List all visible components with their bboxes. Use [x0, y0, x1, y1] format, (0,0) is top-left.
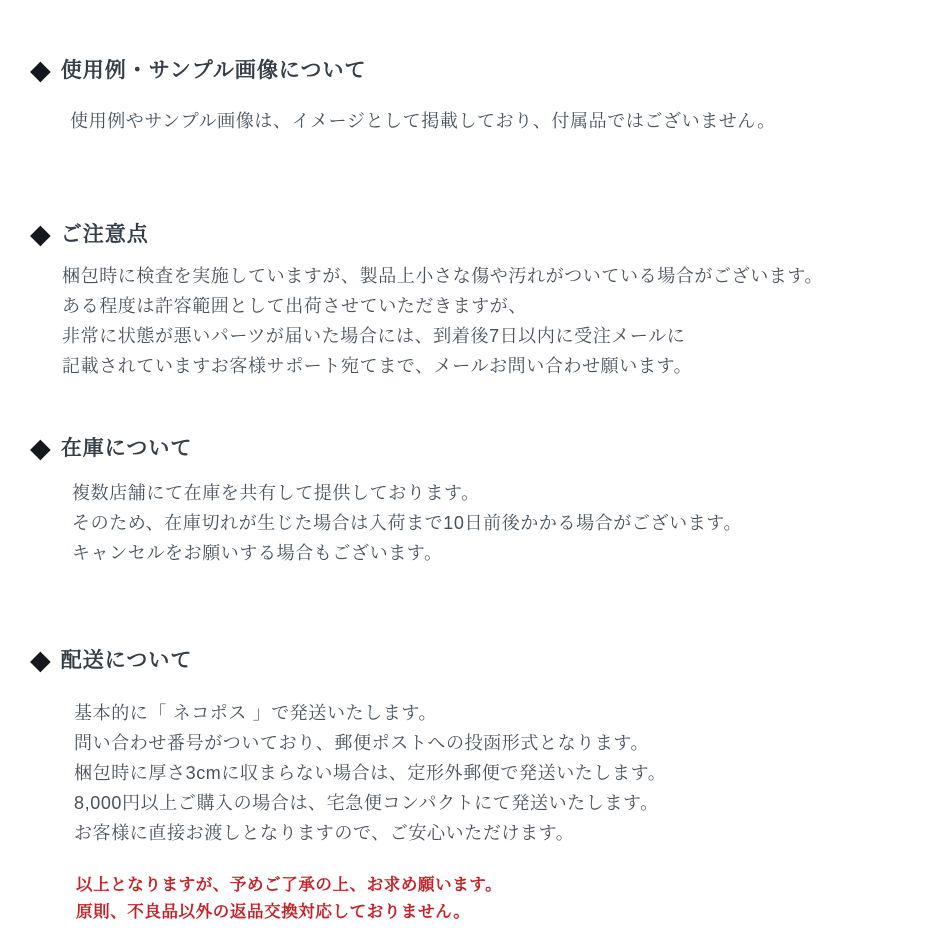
section-heading — [30, 56, 940, 86]
section-body-line: 問い合わせ番号がついており、郵便ポストへの投函形式となります。 — [74, 733, 650, 753]
section-heading — [30, 646, 940, 676]
section-body — [30, 698, 940, 848]
section-body-line: そのため、在庫切れが生じた場合は入荷まで10日前後かかる場合がございます。 — [72, 513, 743, 533]
diamond-bullet-icon: ◆ — [30, 218, 51, 249]
section-body-line: キャンセルをお願いする場合もございます。 — [72, 543, 443, 563]
section-heading — [30, 434, 940, 464]
section-body-line: 基本的に「 ネコポス 」で発送いたします。 — [74, 703, 438, 723]
section-body-line: 複数店舗にて在庫を共有して提供しております。 — [72, 483, 480, 503]
section-body-line: 梱包時に検査を実施していますが、製品上小さな傷や汚れがついている場合がございます。 — [62, 266, 824, 286]
section-title: ご注意点 — [60, 223, 149, 246]
footer-notes — [76, 872, 502, 926]
section-heading — [30, 220, 940, 250]
section-title: 配送について — [60, 649, 193, 672]
footer-note-line: 以上となりますが、予めご了承の上、お求め願います。 — [76, 876, 503, 894]
diamond-bullet-icon: ◆ — [30, 644, 51, 675]
info-section — [30, 646, 940, 848]
info-section — [30, 56, 940, 136]
section-title: 使用例・サンプル画像について — [60, 59, 367, 82]
diamond-bullet-icon: ◆ — [30, 432, 51, 463]
section-body-line: お客様に直接お渡しとなりますので、ご安心いただけます。 — [74, 823, 575, 843]
section-body-line: 梱包時に厚さ3cmに収まらない場合は、定形外郵便で発送いたします。 — [74, 763, 667, 783]
info-section — [30, 220, 940, 381]
diamond-bullet-icon: ◆ — [30, 54, 51, 85]
section-body-line: 記載されていますお客様サポート宛てまで、メールお問い合わせ願います。 — [62, 356, 693, 376]
section-body-line: ある程度は許容範囲として出荷させていただきますが、 — [62, 296, 527, 316]
footer-note-line: 原則、不良品以外の返品交換対応しておりません。 — [76, 903, 471, 921]
section-body — [30, 261, 940, 381]
section-body-line: 非常に状態が悪いパーツが届いた場合には、到着後7日以内に受注メールに — [62, 326, 686, 346]
section-body — [30, 478, 940, 568]
info-section — [30, 434, 940, 568]
section-body-line: 8,000円以上ご購入の場合は、宅急便コンパクトにて発送いたします。 — [74, 793, 659, 813]
section-body — [30, 106, 940, 136]
section-title: 在庫について — [60, 437, 193, 460]
section-body-line: 使用例やサンプル画像は、イメージとして掲載しており、付属品ではございません。 — [70, 111, 776, 131]
